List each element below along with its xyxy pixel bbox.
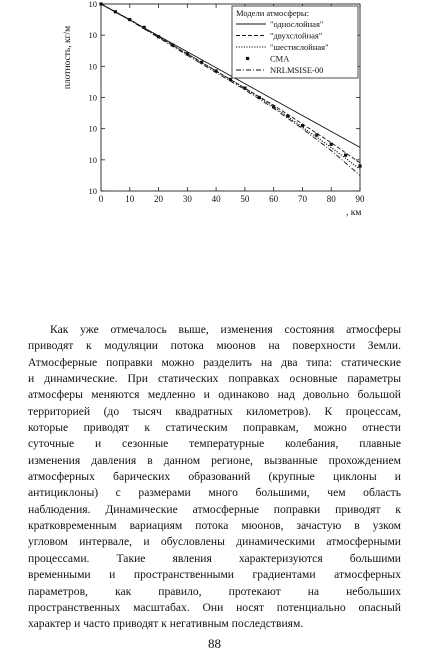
legend-entry: NRLMSISE-00 [270,65,324,75]
x-tick-label: 50 [240,194,250,204]
x-axis-label: , км [346,208,362,218]
paragraph-line: угловом интервале, и обусловлены динамическими атмосферными [28,535,401,549]
legend-title: Модели атмосферы: [236,8,309,18]
paragraph-line: временными и пространственными градиентами атмосферных [28,568,401,582]
series-cma-point [200,61,203,64]
paragraph-line: процессами. Такие явления характеризуются большими [28,551,401,565]
y-tick-label: 10 [88,92,97,103]
x-tick-label: 80 [326,194,336,204]
legend-entry: "однослойная" [270,19,324,29]
x-tick-label: 70 [297,194,307,204]
paragraph-line: кратковременным вариациям потока мюонов, зачастую в узком [28,519,401,533]
paragraph-line: параметров, как правило, протекают на небольших [28,584,401,598]
paragraph-line: изменения давления в данном регионе, вызванные прохождением [28,453,401,467]
x-tick-label: 10 [125,194,135,204]
paragraph-line: суточные и сезонные температурные колебания, плавные [28,437,401,451]
x-tick-label: 90 [355,194,365,204]
y-tick-label: 10 [88,123,97,134]
x-tick-label: 60 [269,194,279,204]
series-cma-point [315,133,318,136]
y-tick-label: 10 [88,186,97,196]
series-cma-point [344,154,347,157]
legend-entry: "шестислойная" [270,42,329,52]
paragraph-line: приводят к модуляции потока мюонов на поверхности Земли. [28,339,401,353]
paragraph-line: пространственных масштабах. Они носят потенциально опасный [28,600,401,614]
x-tick-label: 0 [98,194,104,204]
body-paragraph [28,322,401,633]
paragraph-line: Атмосферные поправки можно разделить на два типа: статические [28,355,401,369]
paragraph-line: наблюдения. Динамические атмосферные поправки приводят к [28,502,401,516]
paragraph-line: Как уже отмечалось выше, изменения состояния атмосферы [50,323,401,336]
y-axis-label: плотность, кг/м [63,25,73,90]
series-cma-point [330,143,333,146]
x-tick-label: 30 [182,194,192,204]
y-tick-label: 10 [88,154,97,165]
paragraph-line: территорией (до тысяч квадратных километров). К процессам, [28,404,401,418]
y-tick-label: 10 [88,0,97,9]
x-tick-label: 40 [211,194,221,204]
paragraph-line: антициклоны) с размерами много большими, чем область [28,486,401,500]
x-tick-label: 20 [154,194,164,204]
legend-marker [246,57,249,60]
y-tick-label: 10 [88,61,97,72]
paragraph-line: характер и часто приводят к негативным последствиям. [28,617,304,631]
legend-entry: СМА [270,53,290,64]
y-tick-label: 10 [88,30,97,41]
legend-entry: "двухслойная" [270,30,323,41]
series-cma-point [301,124,304,127]
series-cma-point [143,26,146,29]
density-chart [0,0,429,230]
page-number: 88 [208,636,221,651]
series-cma-point [358,164,361,167]
paragraph-line: атмосферных барических образований (крупные циклоны и [28,470,401,484]
paragraph-line: которые приводят к статическим поправкам, можно отнести [28,421,401,435]
paragraph-line: и динамические. При статических поправках основные параметры [28,372,401,386]
paragraph-line: атмосферы меняются медленно и одинаково над довольно большой [28,388,401,402]
density-chart-svg [0,0,429,230]
